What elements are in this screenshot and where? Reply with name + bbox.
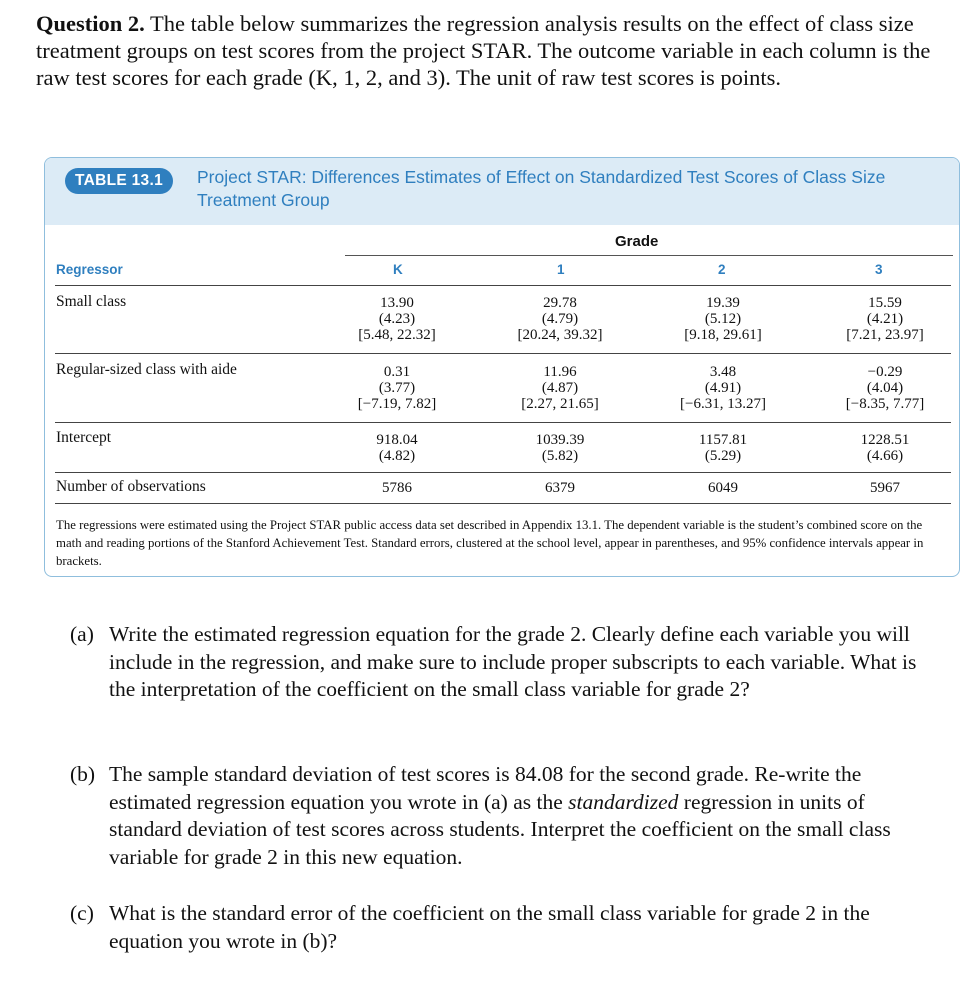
regression-table bbox=[44, 157, 960, 577]
part-c-label: (c) bbox=[70, 901, 94, 925]
row-rule bbox=[55, 422, 951, 423]
row-rule bbox=[55, 353, 951, 354]
row-label-observations: Number of observations bbox=[56, 478, 206, 495]
part-a-label: (a) bbox=[70, 622, 94, 646]
part-a-text: Write the estimated regression equation for the grade 2. Clearly define each variable you will include in the regression, and make sure to include proper subscripts to each variable. What is the interpretation of the coefficient on the small class variable for grade 2? bbox=[109, 622, 917, 701]
coefficient: 11.96 bbox=[543, 364, 577, 380]
header-rule bbox=[55, 285, 951, 286]
coefficient: 1157.81 bbox=[698, 432, 748, 448]
standard-error: (4.21) bbox=[866, 311, 904, 327]
standard-error: (3.77) bbox=[378, 380, 416, 396]
table-cell bbox=[663, 364, 783, 412]
column-header-k: K bbox=[393, 262, 403, 277]
table-note: The regressions were estimated using the Project STAR public access data set described in Appendix 13.1. The dependent variable is the student’s combined score on the math and reading portions of the Stanford Achievement Test. Standard errors, clustered at the school level, appear in parentheses, and 95% confidence intervals appear in brackets. bbox=[56, 518, 924, 568]
observations-3: 5967 bbox=[870, 480, 900, 496]
standard-error: (4.87) bbox=[541, 380, 579, 396]
standard-error: (5.29) bbox=[704, 448, 742, 464]
table-cell bbox=[825, 432, 945, 464]
confidence-interval: [−8.35, 7.77] bbox=[845, 396, 925, 412]
table-header bbox=[45, 158, 959, 225]
standard-error: (5.82) bbox=[541, 448, 579, 464]
part-c-text: What is the standard error of the coefficient on the small class variable for grade 2 in the equation you wrote in (b)? bbox=[109, 901, 870, 953]
part-c bbox=[70, 900, 930, 955]
grade-header: Grade bbox=[615, 233, 659, 250]
table-cell bbox=[337, 364, 457, 412]
regressor-header: Regressor bbox=[56, 262, 123, 277]
part-b bbox=[70, 761, 930, 871]
table-cell bbox=[500, 295, 620, 343]
grade-rule bbox=[345, 255, 953, 256]
row-label-regular-aide: Regular-sized class with aide bbox=[56, 361, 237, 378]
question-intro bbox=[36, 10, 936, 91]
table-tag: TABLE 13.1 bbox=[65, 168, 173, 194]
observations-k: 5786 bbox=[382, 480, 412, 496]
table-cell bbox=[500, 364, 620, 412]
confidence-interval: [7.21, 23.97] bbox=[846, 327, 924, 343]
coefficient: 29.78 bbox=[543, 295, 577, 311]
confidence-interval: [2.27, 21.65] bbox=[521, 396, 599, 412]
confidence-interval: [−7.19, 7.82] bbox=[357, 396, 437, 412]
observations-2: 6049 bbox=[708, 480, 738, 496]
table-cell bbox=[825, 364, 945, 412]
row-label-small-class: Small class bbox=[56, 293, 127, 310]
table-cell bbox=[663, 432, 783, 464]
coefficient: 15.59 bbox=[868, 295, 902, 311]
observations-1: 6379 bbox=[545, 480, 575, 496]
standard-error: (4.04) bbox=[866, 380, 904, 396]
standard-error: (5.12) bbox=[704, 311, 742, 327]
column-header-1: 1 bbox=[557, 262, 565, 277]
standard-error: (4.91) bbox=[704, 380, 742, 396]
column-header-2: 2 bbox=[718, 262, 726, 277]
standard-error: (4.23) bbox=[378, 311, 416, 327]
standard-error: (4.66) bbox=[866, 448, 904, 464]
table-cell bbox=[500, 432, 620, 464]
coefficient: −0.29 bbox=[867, 364, 903, 380]
coefficient: 918.04 bbox=[376, 432, 418, 448]
coefficient: 13.90 bbox=[380, 295, 414, 311]
table-title: Project STAR: Differences Estimates of Effect on Standardized Test Scores of Class Size Treatment Group bbox=[197, 167, 886, 210]
confidence-interval: [9.18, 29.61] bbox=[684, 327, 762, 343]
part-b-text-2: regression in units of standard deviation of test scores across students. Interpret the coefficient on the small class variable for grade 2 in this new equation. bbox=[109, 789, 891, 869]
standard-error: (4.79) bbox=[541, 311, 579, 327]
coefficient: 3.48 bbox=[709, 364, 737, 380]
part-b-label: (b) bbox=[70, 762, 96, 786]
coefficient: 1228.51 bbox=[860, 432, 910, 448]
row-rule bbox=[55, 472, 951, 473]
table-cell bbox=[663, 295, 783, 343]
confidence-interval: [5.48, 22.32] bbox=[358, 327, 436, 343]
table-bottom-rule bbox=[55, 503, 951, 504]
part-b-emphasis: standardized bbox=[568, 789, 679, 814]
table-cell bbox=[825, 295, 945, 343]
confidence-interval: [20.24, 39.32] bbox=[517, 327, 603, 343]
row-label-intercept: Intercept bbox=[56, 429, 112, 446]
table-cell bbox=[337, 432, 457, 464]
column-header-3: 3 bbox=[875, 262, 883, 277]
part-b-text-1: The sample standard deviation of test scores is 84.08 for the second grade. Re-write the estimated regression equation you wrote in (a) as the bbox=[109, 762, 862, 814]
confidence-interval: [−6.31, 13.27] bbox=[680, 396, 766, 412]
standard-error: (4.82) bbox=[378, 448, 416, 464]
coefficient: 1039.39 bbox=[535, 432, 585, 448]
table-cell bbox=[337, 295, 457, 343]
part-a bbox=[70, 621, 930, 704]
coefficient: 19.39 bbox=[706, 295, 740, 311]
question-text: The table below summarizes the regression analysis results on the effect of class size treatment groups on test scores from the project STAR. The outcome variable in each column is the raw test scores for each grade (K, 1, 2, and 3). The unit of raw test scores is points. bbox=[36, 11, 931, 90]
coefficient: 0.31 bbox=[383, 364, 411, 380]
part-b-text bbox=[109, 761, 930, 871]
question-title: Question 2. bbox=[36, 11, 145, 36]
